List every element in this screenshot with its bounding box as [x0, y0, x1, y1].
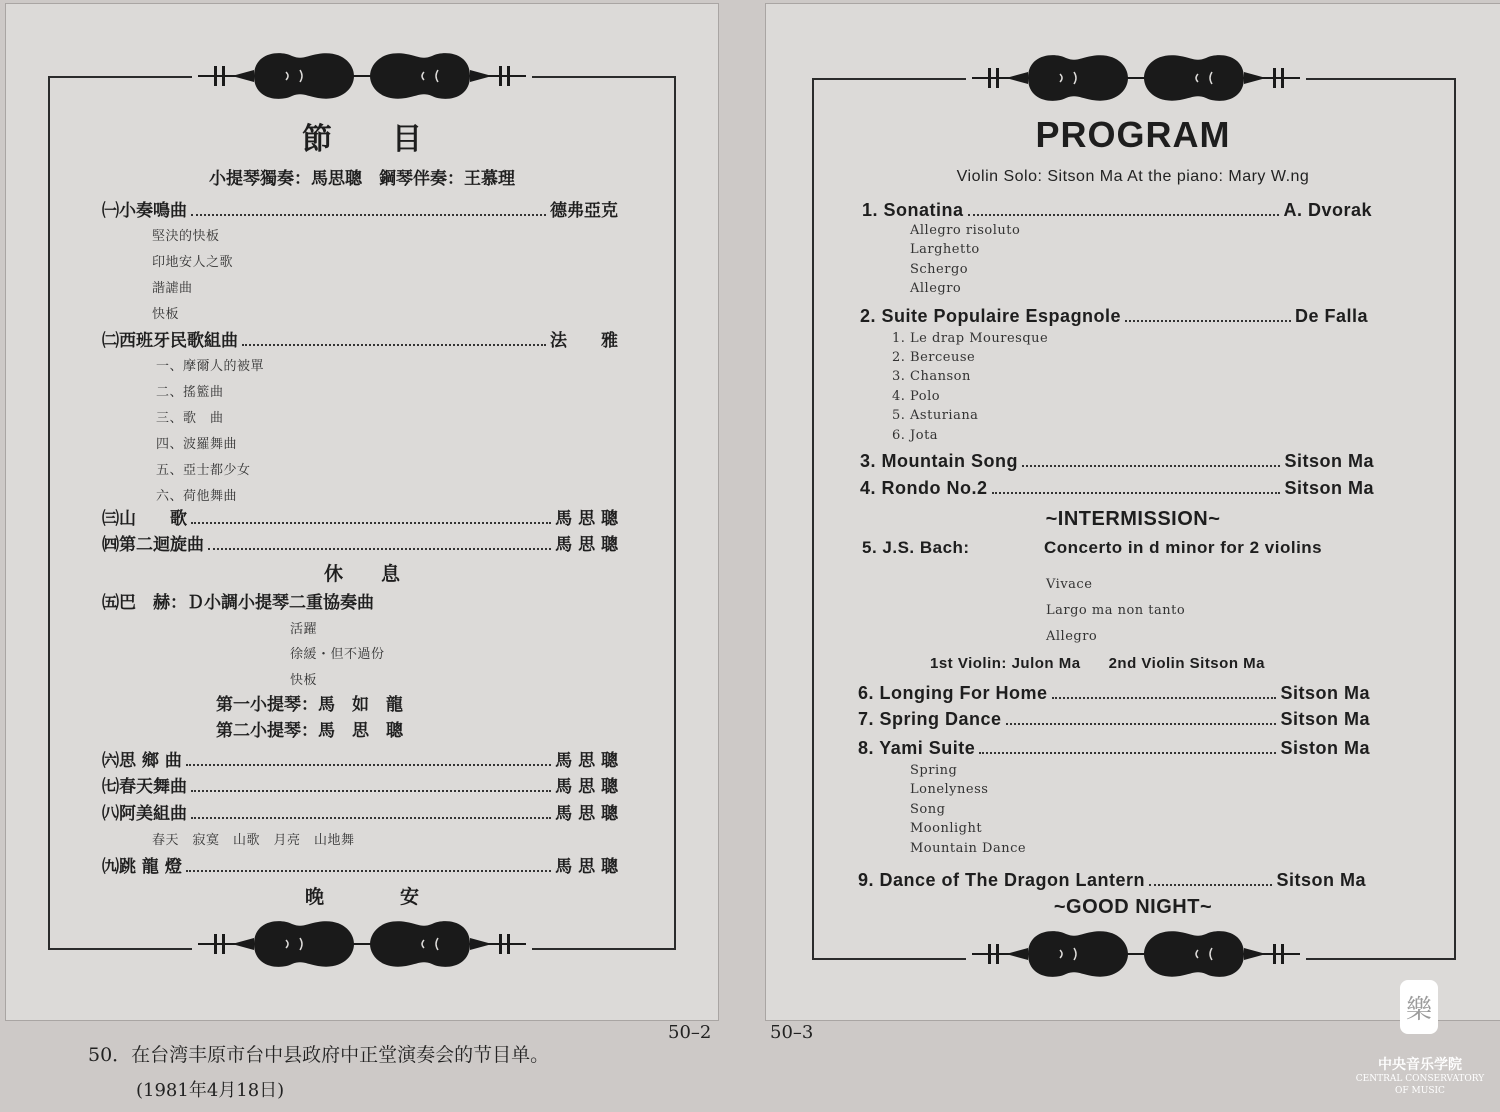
movement: 二、搖籃曲 [156, 385, 224, 400]
program-title: 節 目 [302, 122, 422, 157]
program-item-1: ㈠小奏鳴曲 德弗亞克 [102, 201, 618, 221]
movement: 六、荷他舞曲 [156, 489, 238, 504]
program-item-7: 7. Spring Dance Sitson Ma [858, 709, 1370, 729]
program-item-6: 6. Longing For Home Sitson Ma [858, 683, 1370, 703]
program-item-2: 2. Suite Populaire Espagnole De Falla [860, 306, 1368, 326]
good-night: ~GOOD NIGHT~ [1053, 896, 1213, 918]
movement: 5. Asturiana [892, 408, 979, 423]
violin-ornament-top [966, 48, 1306, 108]
program-item-5: ㈤巴 赫：Ｄ小調小提琴二重協奏曲 [102, 593, 374, 613]
movement: 印地安人之歌 [152, 255, 234, 270]
movement: 2. Berceuse [892, 350, 976, 365]
movement: 3. Chanson [892, 369, 971, 384]
suite-movement: Lonelyness [910, 782, 989, 797]
movement: 6. Jota [892, 428, 939, 443]
intermission: 休 息 [323, 563, 400, 585]
program-item-9: ㈨跳 龍 燈 馬 思 聰 [102, 857, 618, 877]
movement: 諧謔曲 [152, 281, 193, 296]
violinists-line: 1st Violin: Julon Ma 2nd Violin Sitson Ma [930, 655, 1265, 672]
second-violin: 第二小提琴：馬 思 聰 [216, 721, 403, 741]
program-item-3: 3. Mountain Song Sitson Ma [860, 451, 1374, 471]
conservatory-logo-icon: 樂 [1400, 980, 1438, 1034]
watermark-en: OF MUSIC [1395, 1086, 1445, 1096]
program-item-6: ㈥思 鄉 曲 馬 思 聰 [102, 751, 618, 771]
suite-movement: Spring [910, 763, 958, 778]
suite-movement: Song [910, 802, 946, 817]
program-item-4: ㈣第二迴旋曲 馬 思 聰 [102, 535, 618, 555]
movement: Allegro [910, 281, 962, 296]
first-violin: 第一小提琴：馬 如 龍 [216, 695, 403, 715]
movement: 徐緩・但不過份 [290, 647, 385, 662]
program-item-3: ㈢山 歌 馬 思 聰 [102, 509, 618, 529]
movement: 堅決的快板 [152, 229, 220, 244]
movement: Allegro [1046, 629, 1098, 644]
suite-movement: Moonlight [910, 821, 983, 836]
suite-movement: Mountain Dance [910, 841, 1027, 856]
movement: 1. Le drap Mouresque [892, 331, 1049, 346]
program-item-1: 1. Sonatina A. Dvorak [862, 200, 1372, 220]
performers-line: 小提琴獨奏：馬思聰 鋼琴伴奏：王慕理 [209, 169, 515, 189]
movement: 一、摩爾人的被單 [156, 359, 265, 374]
intermission: ~INTERMISSION~ [1045, 508, 1221, 530]
caption-date: (1981年4月18日) [136, 1080, 285, 1101]
movement: 五、亞士都少女 [156, 463, 251, 478]
violin-ornament-bottom [966, 924, 1306, 984]
movement: Schergo [910, 262, 969, 277]
program-item-8: 8. Yami Suite Siston Ma [858, 738, 1370, 758]
movement: 四、波羅舞曲 [156, 437, 238, 452]
program-item-7: ㈦春天舞曲 馬 思 聰 [102, 777, 618, 797]
bach-concerto-title: Concerto in d minor for 2 violins [1044, 538, 1323, 557]
violin-ornament-top [192, 46, 532, 106]
movement: Vivace [1046, 577, 1093, 592]
figure-caption: 50．在台湾丰原市台中县政府中正堂演奏会的节目单。 [88, 1044, 550, 1066]
program-item-2: ㈡西班牙民歌組曲 法 雅 [102, 331, 618, 351]
english-program-page [766, 4, 1500, 1020]
watermark-en: CENTRAL CONSERVATORY [1355, 1074, 1485, 1084]
violin-ornament-bottom [192, 914, 532, 974]
movement: 快板 [290, 673, 318, 688]
movement: 4. Polo [892, 389, 941, 404]
chinese-program-page [6, 4, 718, 1020]
program-item-9: 9. Dance of The Dragon Lantern Sitson Ma [858, 870, 1366, 890]
good-night: 晚 安 [304, 886, 419, 908]
program-item-5: 5. J.S. Bach: [862, 538, 970, 557]
performers-line: Violin Solo: Sitson Ma At the piano: Mary W.ng [956, 168, 1310, 185]
page-number: 50–3 [770, 1022, 814, 1043]
movement: 活躍 [290, 622, 318, 637]
movement: 快板 [152, 307, 180, 322]
watermark-name: 中央音乐学院 [1378, 1057, 1462, 1073]
program-title: PROGRAM [1035, 114, 1231, 155]
movement: Larghetto [910, 242, 980, 257]
movement: Largo ma non tanto [1046, 603, 1186, 618]
movement: 三、歌 曲 [156, 411, 224, 426]
movement: Allegro risoluto [910, 223, 1021, 238]
page-number: 50–2 [668, 1022, 712, 1043]
program-item-8: ㈧阿美組曲 馬 思 聰 [102, 804, 618, 824]
program-item-4: 4. Rondo No.2 Sitson Ma [860, 478, 1374, 498]
suite-movements: 春天 寂寞 山歌 月亮 山地舞 [152, 833, 355, 848]
